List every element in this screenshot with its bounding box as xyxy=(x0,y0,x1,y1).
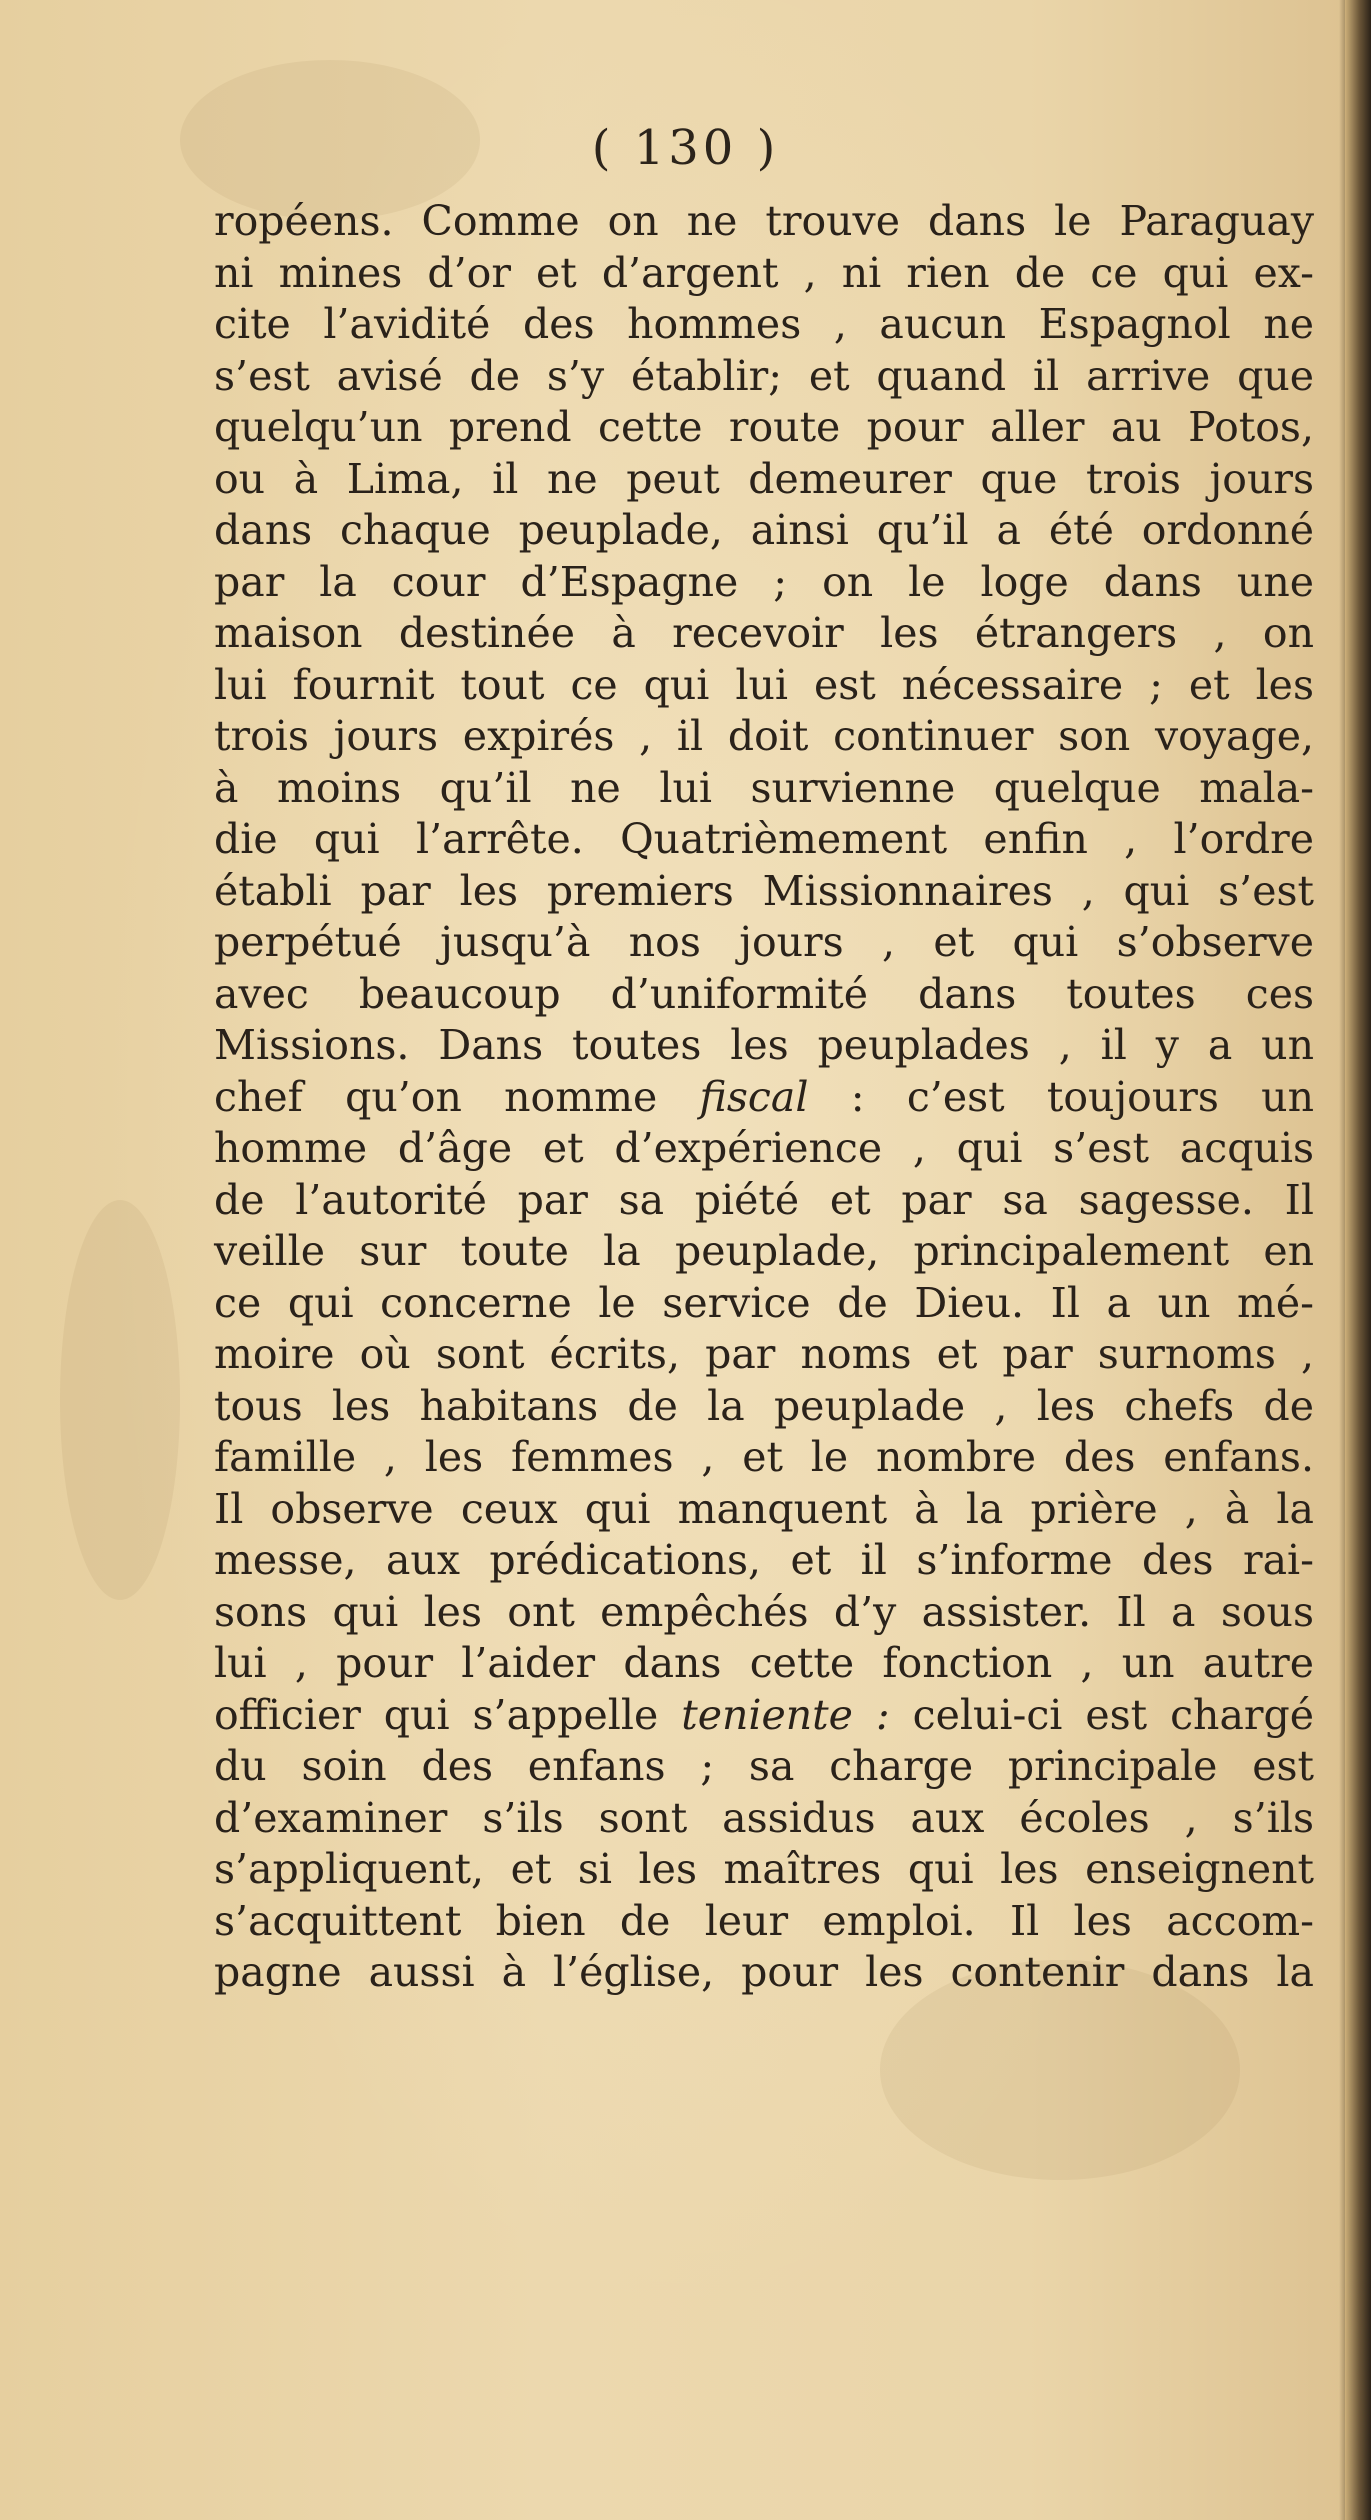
text-segment: Il observe ceux qui manquent à la prière , à la xyxy=(214,1484,1314,1533)
paper-stain xyxy=(60,1200,180,1600)
text-line xyxy=(214,1432,1314,1484)
text-line xyxy=(214,866,1314,918)
text-line xyxy=(214,402,1314,454)
text-segment: tous les habitans de la peuplade , les chefs de xyxy=(214,1381,1314,1430)
text-line xyxy=(214,711,1314,763)
text-line xyxy=(214,1638,1314,1690)
text-line xyxy=(214,917,1314,969)
text-line xyxy=(214,660,1314,712)
text-segment: quelqu’un prend cette route pour aller au Potos, xyxy=(214,403,1314,451)
text-line xyxy=(214,1535,1314,1587)
text-segment: s’est avisé de s’y établir; et quand il arrive que xyxy=(214,351,1314,400)
text-segment: lui , pour l’aider dans cette fonction , un autre xyxy=(214,1639,1314,1687)
text-line xyxy=(214,1278,1314,1330)
text-segment: du soin des enfans ; sa charge principale est xyxy=(214,1742,1314,1790)
text-line xyxy=(214,1175,1314,1227)
text-line xyxy=(214,351,1314,403)
text-line xyxy=(214,248,1314,300)
body-text xyxy=(214,196,1314,1999)
text-segment: avec beaucoup d’uniformité dans toutes ces xyxy=(214,969,1314,1018)
text-segment: Missions. Dans toutes les peuplades , il y a un xyxy=(214,1021,1314,1069)
text-line xyxy=(214,1690,1314,1742)
text-line xyxy=(214,1226,1314,1278)
text-line xyxy=(214,1947,1314,1999)
text-line xyxy=(214,1587,1314,1639)
text-segment: établi par les premiers Missionnaires , qui s’est xyxy=(214,866,1314,915)
italic-term: teniente : xyxy=(681,1690,890,1739)
text-line xyxy=(214,1020,1314,1072)
text-segment: s’acquittent bien de leur emploi. Il les accom- xyxy=(214,1896,1314,1945)
text-line xyxy=(214,969,1314,1021)
text-line xyxy=(214,763,1314,815)
text-segment: ni mines d’or et d’argent , ni rien de ce qui ex- xyxy=(214,248,1314,297)
text-segment: ropéens. Comme on ne trouve dans le Paraguay xyxy=(214,197,1314,245)
text-line xyxy=(214,1741,1314,1793)
text-segment: perpétué jusqu’à nos jours , et qui s’observe xyxy=(214,918,1314,966)
text-line xyxy=(214,454,1314,506)
text-segment: moire où sont écrits, par noms et par surnoms , xyxy=(214,1330,1314,1378)
text-segment: ce qui concerne le service de Dieu. Il a un mé- xyxy=(214,1278,1314,1327)
text-segment: s’appliquent, et si les maîtres qui les enseignent xyxy=(214,1845,1314,1893)
text-segment: ou à Lima, il ne peut demeurer que trois jours xyxy=(214,454,1314,503)
text-segment: pagne aussi à l’église, pour les contenir dans la xyxy=(214,1948,1314,1996)
text-line xyxy=(214,1484,1314,1536)
text-segment: homme d’âge et d’expérience , qui s’est acquis xyxy=(214,1124,1314,1172)
page-number: ( 130 ) xyxy=(591,120,780,176)
text-segment: par la cour d’Espagne ; on le loge dans une xyxy=(214,557,1314,606)
text-line xyxy=(214,1072,1314,1124)
text-segment: d’examiner s’ils sont assidus aux écoles , s’ils xyxy=(214,1793,1314,1842)
text-segment: officier qui s’appelle xyxy=(214,1690,682,1739)
text-segment: famille , les femmes , et le nombre des enfans. xyxy=(214,1433,1314,1481)
text-segment: chef qu’on nomme xyxy=(214,1072,700,1121)
text-segment: de l’autorité par sa piété et par sa sagesse. Il xyxy=(214,1175,1314,1224)
text-line xyxy=(214,196,1314,248)
text-line xyxy=(214,505,1314,557)
text-segment: celui-ci est chargé xyxy=(889,1690,1314,1739)
italic-term: fiscal xyxy=(699,1072,809,1121)
book-spine xyxy=(1345,0,1371,2520)
text-segment: cite l’avidité des hommes , aucun Espagnol ne xyxy=(214,300,1314,348)
text-segment: sons qui les ont empêchés d’y assister. Il a sous xyxy=(214,1587,1314,1636)
text-segment: messe, aux prédications, et il s’informe des rai- xyxy=(214,1536,1314,1584)
text-line xyxy=(214,557,1314,609)
text-line xyxy=(214,1329,1314,1381)
text-line xyxy=(214,608,1314,660)
text-segment: die qui l’arrête. Quatrièmement enfin , l’ordre xyxy=(214,815,1314,863)
text-segment: lui fournit tout ce qui lui est nécessaire ; et les xyxy=(214,660,1314,709)
text-segment: veille sur toute la peuplade, principalement en xyxy=(214,1227,1314,1275)
text-segment: trois jours expirés , il doit continuer son voyage, xyxy=(214,712,1314,760)
text-line xyxy=(214,1844,1314,1896)
text-segment: dans chaque peuplade, ainsi qu’il a été ordonné xyxy=(214,506,1314,554)
text-segment: maison destinée à recevoir les étrangers , on xyxy=(214,609,1314,657)
text-line xyxy=(214,1793,1314,1845)
text-line xyxy=(214,299,1314,351)
text-line xyxy=(214,814,1314,866)
text-line xyxy=(214,1896,1314,1948)
text-segment: à moins qu’il ne lui survienne quelque mala- xyxy=(214,763,1314,812)
text-line xyxy=(214,1381,1314,1433)
text-segment: : c’est toujours un xyxy=(808,1072,1314,1121)
text-line xyxy=(214,1123,1314,1175)
